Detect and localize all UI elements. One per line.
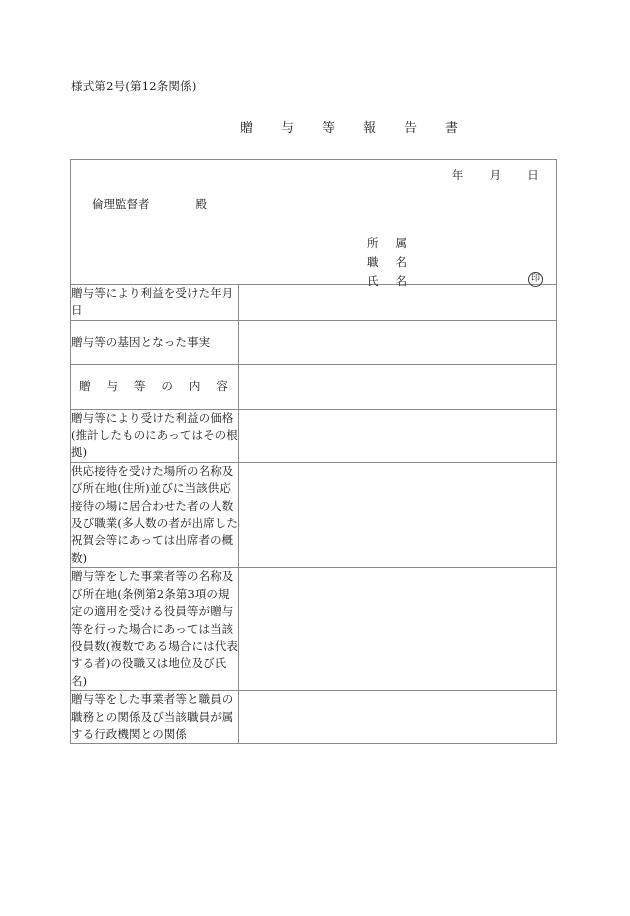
table-row [71,365,557,409]
row-value-gift-content[interactable] [239,365,557,409]
addressee-signer-cell [71,160,557,288]
signer-field-name [367,272,407,291]
date-month-label: 月 [489,168,502,182]
seal-icon: 印 [528,272,543,287]
header-row [71,160,557,285]
table-row [71,568,557,691]
date-line [452,167,539,183]
signer-label-position: 職 名 [367,255,407,269]
row-value-donor-business-name[interactable] [239,568,557,691]
table-row [71,409,557,462]
row-label-donor-duty-relation: 贈与等をした事業者等と職員の職務との関係及び当該職員が属する行政機関との関係 [71,691,239,744]
table-row [71,462,557,567]
signer-field-position [367,253,407,272]
signer-field-affiliation [367,234,407,253]
row-label-gift-content: 贈与等の内容 [71,365,239,409]
table-row [71,691,557,744]
row-value-entertainment-venue[interactable] [239,462,557,567]
row-label-gift-benefit-date: 贈与等により利益を受けた年月日 [71,285,239,321]
signer-label-name: 氏 名 [367,274,407,288]
row-label-benefit-price: 贈与等により受けた利益の価格(推計したものにあってはその根拠) [71,409,239,462]
form-number: 様式第2号(第12条関係) [71,79,197,93]
addressee-title: 倫理監督者 [92,197,150,211]
report-form-table [70,159,557,744]
row-value-gift-cause-fact[interactable] [239,320,557,364]
row-label-gift-cause-fact: 贈与等の基因となった事実 [71,320,239,364]
date-day-label: 日 [527,168,539,182]
addressee-honorific: 殿 [195,197,207,211]
signer-block [367,234,407,291]
table-row [71,285,557,321]
signer-label-affiliation: 所 属 [367,236,407,250]
addressee [92,196,207,212]
row-label-entertainment-venue: 供応接待を受けた場所の名称及び所在地(住所)並びに当該供応接待の場に居合わせた者の人数及び職業(多人数の者が出席した祝賀会等にあっては出席者の概数) [71,462,239,567]
date-year-label: 年 [451,168,464,182]
row-value-donor-duty-relation[interactable] [239,691,557,744]
table-row [71,320,557,364]
row-value-benefit-price[interactable] [239,409,557,462]
row-label-donor-business-name: 贈与等をした事業者等の名称及び所在地(条例第2条第3項の規定の適用を受ける役員等が贈与等を行った場合にあっては当該役員数(複数である場合には代表する者)の役職又は地位及び氏名) [71,568,239,691]
page-title: 贈 与 等 報 告 書 [240,121,466,136]
